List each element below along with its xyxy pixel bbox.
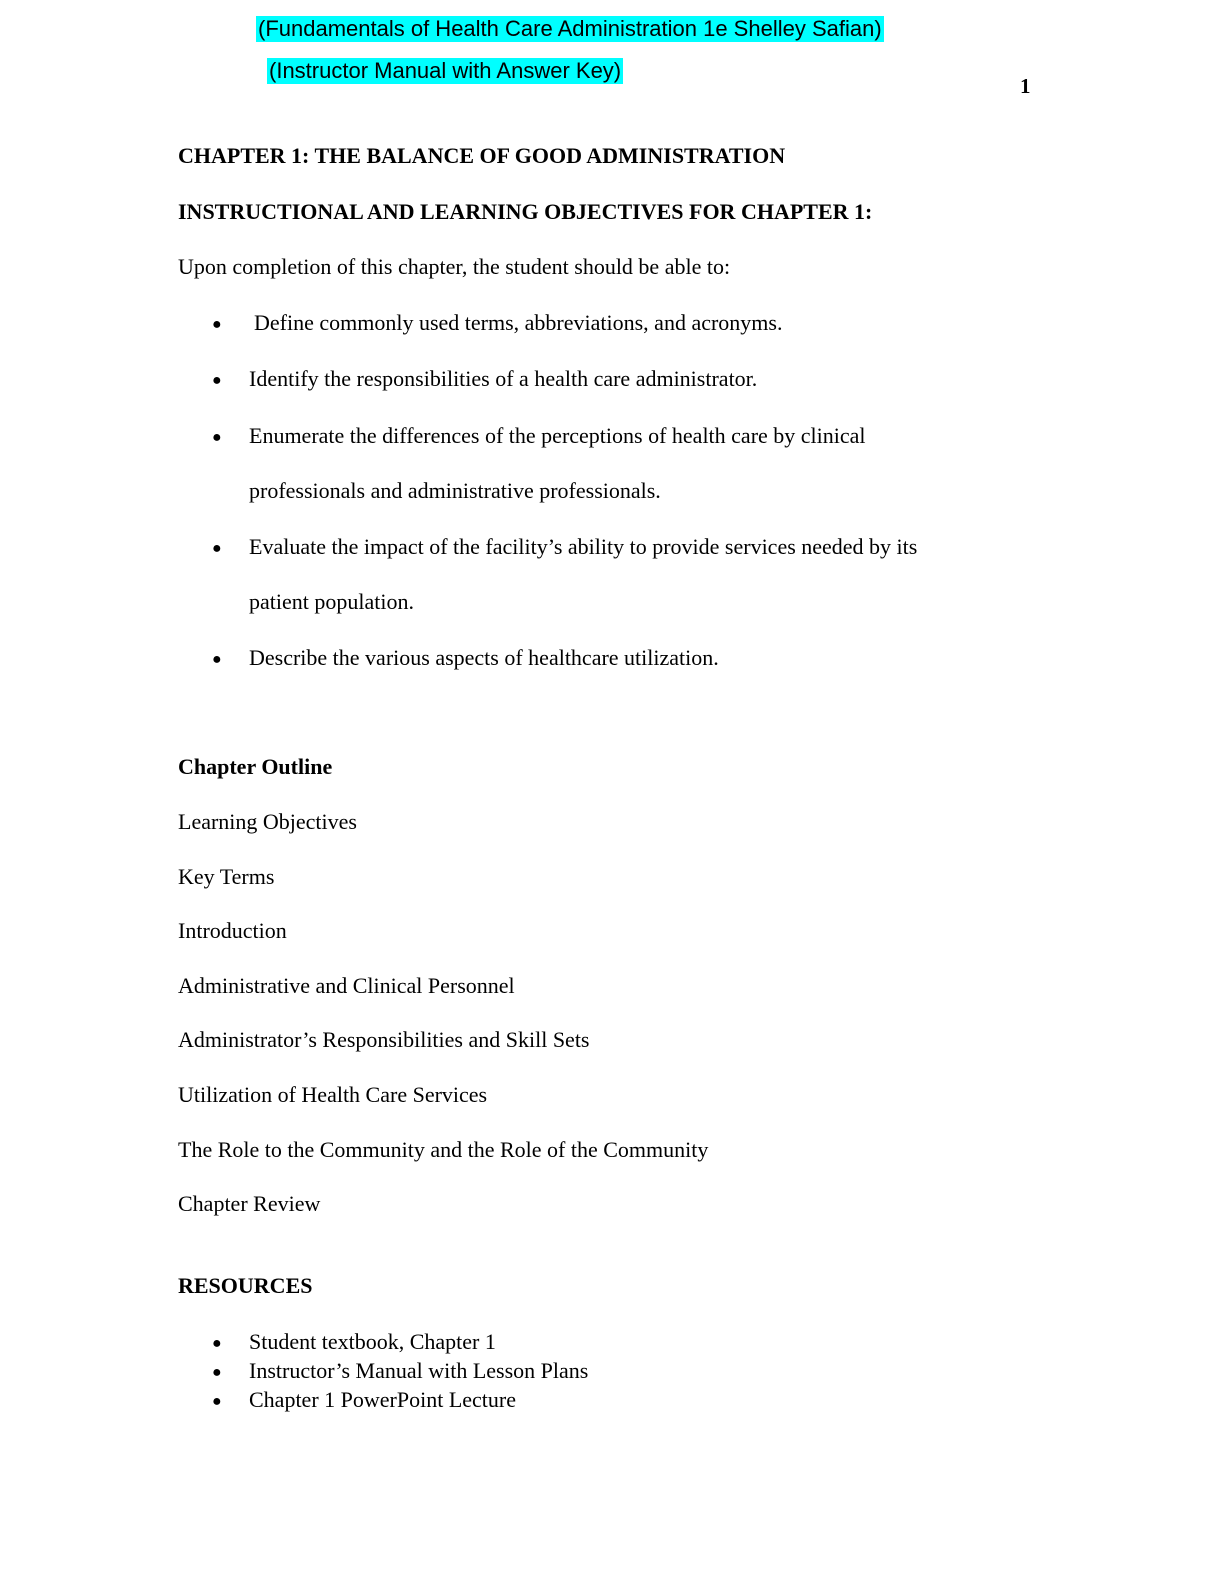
page-number: 1	[1020, 74, 1031, 98]
list-item: Describe the various aspects of healthcare utilization.	[249, 645, 719, 670]
objectives-intro: Upon completion of this chapter, the student should be able to:	[178, 254, 731, 279]
outline-item: The Role to the Community and the Role of the Community	[178, 1137, 709, 1162]
bullet-icon: ●	[212, 651, 222, 668]
resources-heading: RESOURCES	[178, 1273, 313, 1298]
bullet-icon: ●	[212, 1393, 222, 1410]
chapter-title: CHAPTER 1: THE BALANCE OF GOOD ADMINISTRATION	[178, 143, 786, 168]
outline-item: Learning Objectives	[178, 809, 357, 834]
outline-heading: Chapter Outline	[178, 754, 333, 779]
bullet-icon: ●	[212, 372, 222, 389]
document-source-title: (Fundamentals of Health Care Administration 1e Shelley Safian)	[258, 16, 882, 41]
outline-item: Introduction	[178, 918, 287, 943]
list-item-continuation: patient population.	[249, 589, 414, 614]
outline-item: Utilization of Health Care Services	[178, 1082, 488, 1107]
outline-item: Administrative and Clinical Personnel	[178, 973, 515, 998]
list-item: Enumerate the differences of the perceptions of health care by clinical	[249, 423, 866, 448]
bullet-icon: ●	[212, 429, 222, 446]
objectives-heading: INSTRUCTIONAL AND LEARNING OBJECTIVES FOR CHAPTER 1:	[178, 199, 873, 224]
list-item: Define commonly used terms, abbreviations, and acronyms.	[254, 310, 783, 335]
list-item-continuation: professionals and administrative professionals.	[249, 478, 661, 503]
list-item: Identify the responsibilities of a health care administrator.	[249, 366, 758, 391]
list-item: Evaluate the impact of the facility’s ability to provide services needed by its	[249, 534, 918, 559]
list-item: Instructor’s Manual with Lesson Plans	[249, 1358, 589, 1383]
list-item: Chapter 1 PowerPoint Lecture	[249, 1387, 516, 1412]
bullet-icon: ●	[212, 316, 222, 333]
outline-item: Chapter Review	[178, 1191, 321, 1216]
bullet-icon: ●	[212, 540, 222, 557]
bullet-icon: ●	[212, 1364, 222, 1381]
document-source-subtitle: (Instructor Manual with Answer Key)	[269, 58, 622, 83]
list-item: Student textbook, Chapter 1	[249, 1329, 496, 1354]
outline-item: Administrator’s Responsibilities and Skill Sets	[178, 1027, 590, 1052]
bullet-icon: ●	[212, 1335, 222, 1352]
outline-item: Key Terms	[178, 864, 275, 889]
